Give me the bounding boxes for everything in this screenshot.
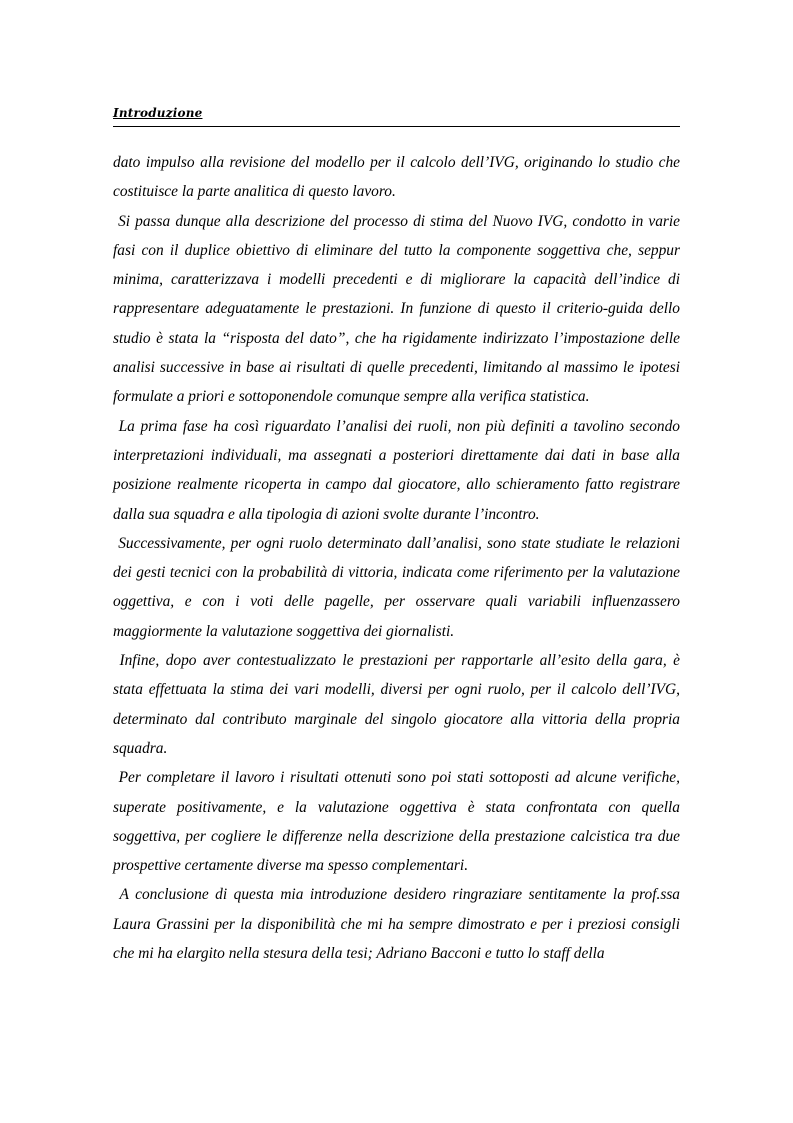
section-title: Introduzione [113,106,203,120]
paragraph-estimation-process: Si passa dunque alla descrizione del processo di stima del Nuovo IVG, condotto in varie fasi con il duplice obiettivo di eliminare del tutto la componente soggettiva che, seppur minima, caratterizzava i modelli precedenti e di migliorare la capacità dell’indice di rappresentare adeguatamente le prestazioni. In funzione di questo il criterio-guida dello studio è stata la “risposta del dato”, che ha rigidamente indirizzato l’impostazione delle analisi successive in base ai risultati di quelle precedenti, limitando al massimo le ipotesi formulate a priori e sottoponendole comunque sempre alla verifica statistica. [113,212,680,406]
body-text [113,148,680,968]
paragraph-continuation: dato impulso alla revisione del modello per il calcolo dell’IVG, originando lo studio che costituisce la parte analitica di questo lavoro. [113,154,680,201]
paragraph-roles-analysis: La prima fase ha così riguardato l’analisi dei ruoli, non più definiti a tavolino secondo interpretazioni individuali, ma assegnati a posteriori direttamente dai dati in base alla posizione realmente ricoperta in campo dal giocatore, allo schieramento fatto registrare dalla sua squadra e alla tipologia di azioni svolte durante l’incontro. [113,417,680,523]
running-header [113,104,680,127]
paragraph-model-estimation: Infine, dopo aver contestualizzato le prestazioni per rapportarle all’esito della gara, è stata effettuata la stima dei vari modelli, diversi per ogni ruolo, per il calcolo dell’IVG, determinato dal contributo marginale del singolo giocatore alla vittoria della propria squadra. [113,652,680,757]
paragraph-technical-gestures: Successivamente, per ogni ruolo determinato dall’analisi, sono state studiate le relazioni dei gesti tecnici con la probabilità di vittoria, indicata come riferimento per la valutazione oggettiva, e con i voti delle pagelle, per osservare quali variabili influenzassero maggiormente la valutazione soggettiva dei giornalisti. [113,534,680,640]
paragraph-verification: Per completare il lavoro i risultati ottenuti sono poi stati sottoposti ad alcune verifiche, superate positivamente, e la valutazione oggettiva è stata confrontata con quella soggettiva, per cogliere le differenze nella descrizione della prestazione calcistica tra due prospettive certamente diverse ma spesso complementari. [113,769,680,875]
paragraph-acknowledgements: A conclusione di questa mia introduzione desidero ringraziare sentitamente la prof.ssa Laura Grassini per la disponibilità che mi ha sempre dimostrato e per i preziosi consigli che mi ha elargito nella stesura della tesi; Adriano Bacconi e tutto lo staff della [113,886,681,963]
